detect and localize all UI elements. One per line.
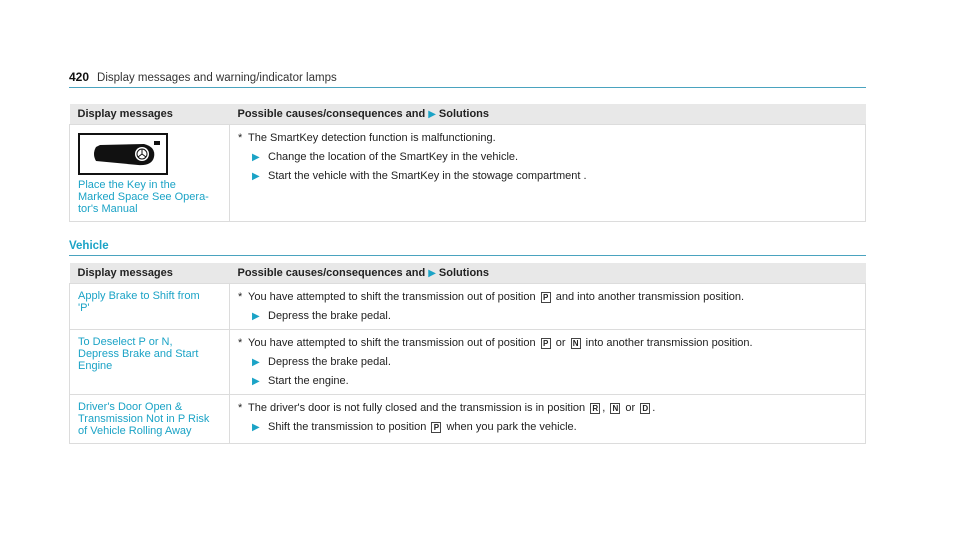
arrow-right-icon: ▶ xyxy=(252,171,260,182)
causes-cell: * You have attempted to shift the transmission out of position P and into another transmission position. ▶ Depress the brake pedal. xyxy=(230,284,866,330)
table-row xyxy=(70,284,866,330)
position-n-symbol: N xyxy=(610,403,620,414)
cause-text: * The SmartKey detection function is malfunctioning. xyxy=(238,132,496,144)
page-title: Display messages and warning/indicator lamps xyxy=(97,72,337,84)
page-header xyxy=(69,70,337,84)
position-p-symbol: P xyxy=(541,338,551,349)
vehicle-message-table xyxy=(69,263,866,444)
display-message-cell: To Deselect P or N, Depress Brake and Start Engine xyxy=(70,330,230,395)
arrow-right-icon: ▶ xyxy=(428,109,436,120)
position-p-symbol: P xyxy=(431,422,441,433)
position-n-symbol: N xyxy=(571,338,581,349)
col-causes: Possible causes/consequences and ▶ Solutions xyxy=(230,104,866,125)
section-rule xyxy=(69,255,866,256)
arrow-right-icon: ▶ xyxy=(252,357,260,368)
causes-cell: * The driver's door is not fully closed and the transmission is in position R , N or D . ▶ Shift the transmission to position P when you park the vehicle. xyxy=(230,395,866,444)
display-message-cell: Driver's Door Open & Transmission Not in P Risk of Vehicle Rolling Away xyxy=(70,395,230,444)
causes-cell: * You have attempted to shift the transmission out of position P or N into another transmission position. ▶ Depress the brake pedal. ▶ Start the engine. xyxy=(230,330,866,395)
solution-step: ▶ Start the vehicle with the SmartKey in the stowage compartment . xyxy=(252,170,587,182)
col-causes: Possible causes/consequences and ▶ Solutions xyxy=(230,263,866,284)
solution-step: ▶ Start the engine. xyxy=(252,375,349,387)
solution-step: ▶ Shift the transmission to position P when you park the vehicle. xyxy=(252,421,577,433)
display-message-cell xyxy=(70,125,230,222)
position-p-symbol: P xyxy=(541,292,551,303)
solution-step: ▶ Depress the brake pedal. xyxy=(252,310,391,322)
page-number: 420 xyxy=(69,70,90,84)
message-line: Place the Key in the xyxy=(78,179,176,191)
message-line: tor's Manual xyxy=(78,203,138,215)
arrow-right-icon: ▶ xyxy=(252,376,260,387)
arrow-right-icon: ▶ xyxy=(252,422,260,433)
table-row xyxy=(70,395,866,444)
header-rule xyxy=(69,87,866,88)
message-line: Marked Space See Opera- xyxy=(78,191,209,203)
arrow-right-icon: ▶ xyxy=(252,311,260,322)
position-r-symbol: R xyxy=(590,403,600,414)
arrow-right-icon: ▶ xyxy=(428,268,436,279)
table-row xyxy=(70,330,866,395)
position-d-symbol: D xyxy=(640,403,650,414)
col-display-messages: Display messages xyxy=(70,104,230,125)
solution-step: ▶ Depress the brake pedal. xyxy=(252,356,391,368)
smart-key-icon xyxy=(78,133,168,175)
arrow-right-icon: ▶ xyxy=(252,152,260,163)
col-display-messages: Display messages xyxy=(70,263,230,284)
display-message-cell: Apply Brake to Shift from 'P' xyxy=(70,284,230,330)
causes-cell xyxy=(230,125,866,222)
smartkey-message-table xyxy=(69,104,866,222)
section-title: Vehicle xyxy=(69,240,109,252)
solution-step: ▶ Change the location of the SmartKey in the vehicle. xyxy=(252,151,519,163)
